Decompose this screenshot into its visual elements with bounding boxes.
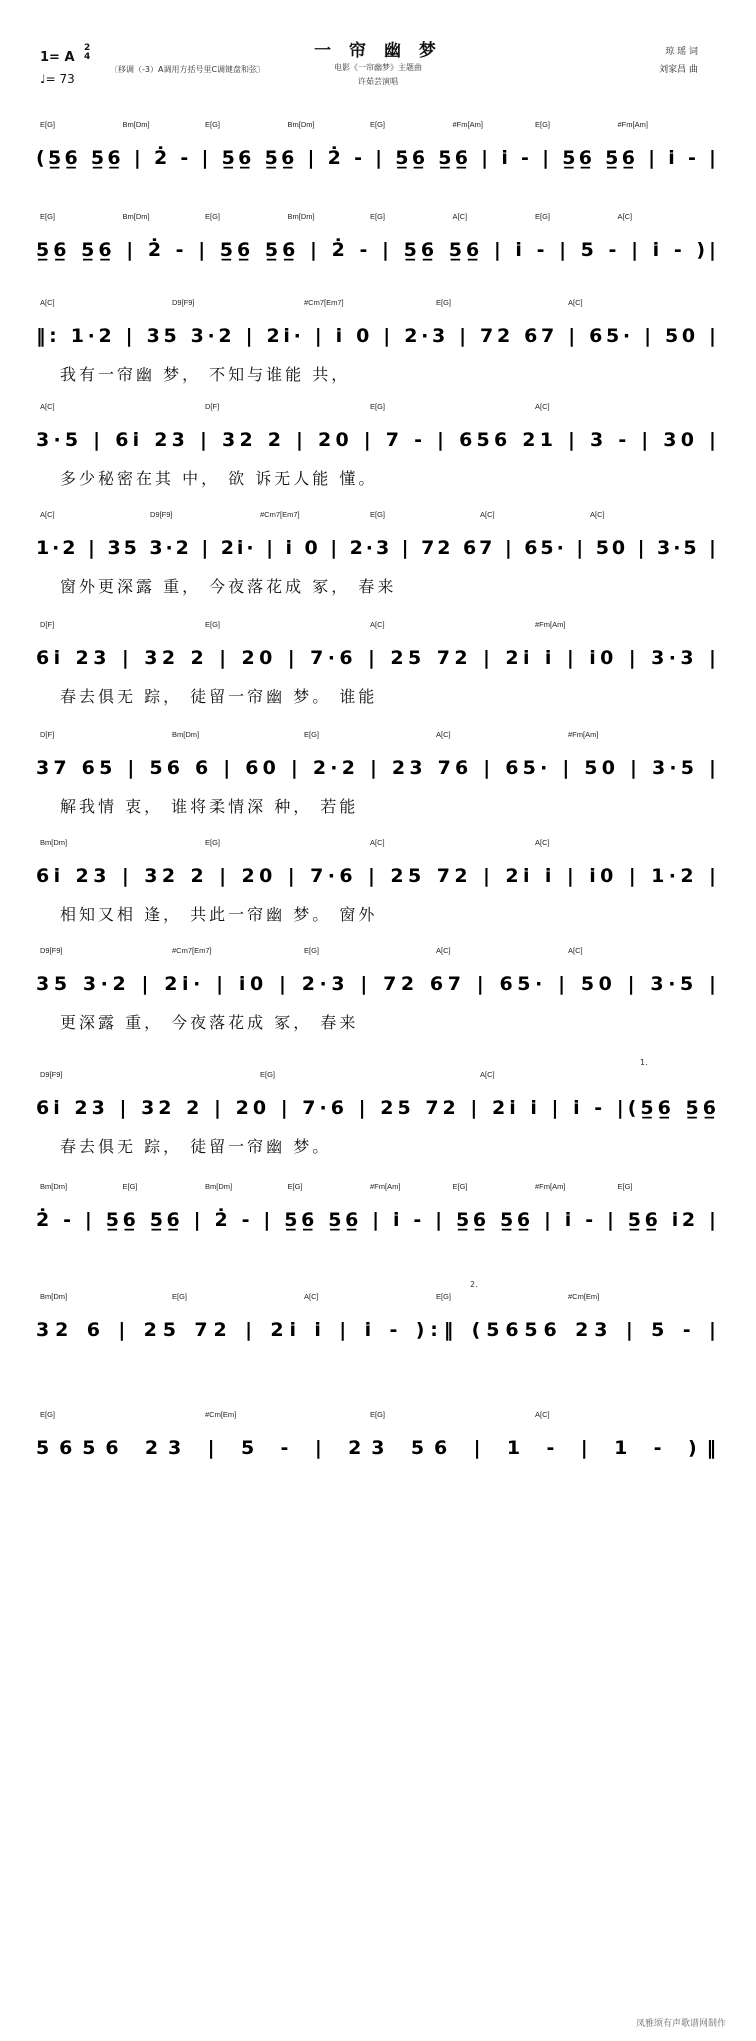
jianpu-notes: 37 65 | 56 6 | 60 | 2·2 | 23 76 | 65· | 50 | 3·5 |: [36, 757, 717, 779]
chord-symbol: E[G]: [205, 838, 221, 847]
notation-line: [36, 1202, 724, 1236]
jianpu-notes: 32 6 | 25 72 | 2i i | i - ):‖ (5656 23 | 5 - |: [36, 1319, 716, 1341]
chord-symbol: Bm[Dm]: [40, 838, 68, 847]
chord-symbol: Bm[Dm]: [287, 212, 315, 221]
chord-symbol: A[C]: [40, 298, 55, 307]
chord-row: [0, 212, 756, 226]
score-system: [0, 120, 756, 216]
jianpu-notes: 35 3·2 | 2i· | i0 | 2·3 | 72 67 | 65· | 50 | 3·5 |: [36, 973, 716, 995]
transpose-note: 〔移调（-3）A调用方括号里C调键盘和弦〕: [110, 65, 266, 74]
chord-symbol: A[C]: [617, 212, 633, 221]
time-bottom: 4: [84, 52, 91, 62]
chord-symbol: #Fm[Am]: [568, 730, 599, 739]
score-system: [0, 620, 756, 716]
score-system: [0, 402, 756, 498]
chord-symbol: A[C]: [452, 212, 468, 221]
chord-symbol: D9[F9]: [40, 1070, 63, 1079]
chord-symbol: #Fm[Am]: [617, 120, 648, 129]
score-system: [0, 1182, 756, 1278]
chord-symbol: #Fm[Am]: [452, 120, 483, 129]
jianpu-notes: 6i 23 | 32 2 | 20 | 7·6 | 25 72 | 2i i | i - |(5̲6̲ 5̲6̲: [36, 1097, 717, 1119]
chord-symbol: D[F]: [40, 730, 55, 739]
chord-symbol: Bm[Dm]: [172, 730, 200, 739]
score-system: [0, 1070, 756, 1166]
chord-symbol: E[G]: [535, 212, 551, 221]
notation-line: [36, 1312, 724, 1346]
score-system: [0, 946, 756, 1042]
notation-line: [36, 1090, 724, 1124]
volta-first: 1.: [640, 1058, 648, 1067]
chord-symbol: A[C]: [436, 946, 451, 955]
chord-row: [0, 510, 756, 524]
chord-symbol: E[G]: [260, 1070, 276, 1079]
chord-symbol: Bm[Dm]: [205, 1182, 233, 1191]
chord-symbol: #Cm[Em]: [205, 1410, 237, 1419]
chord-symbol: A[C]: [590, 510, 605, 519]
lyricist: 琼 瑶 词: [665, 47, 698, 57]
lyrics-line: 春去俱无 踪， 徒留一帘幽 梦。: [60, 1137, 332, 1156]
lyrics-line: 解我情 衷， 谁将柔情深 种， 若能: [60, 797, 359, 816]
chord-symbol: A[C]: [40, 402, 55, 411]
time-top: 2: [84, 43, 91, 53]
notation-line: [36, 422, 724, 456]
composer: 刘家昌 曲: [659, 65, 698, 75]
chord-symbol: A[C]: [370, 620, 385, 629]
jianpu-notes: 5̲6̲ 5̲6̲ | 2̇ - | 5̲6̲ 5̲6̲ | 2̇ - | 5̲6̲ 5̲6̲ | i - | 5 - | i - )|: [36, 239, 716, 261]
jianpu-notes: 6i 23 | 32 2 | 20 | 7·6 | 25 72 | 2i i | i0 | 3·3 |: [36, 647, 717, 669]
notation-line: [36, 858, 724, 892]
song-singer: 许茹芸演唱: [358, 77, 398, 86]
chord-symbol: A[C]: [480, 1070, 495, 1079]
chord-row: [0, 1292, 756, 1306]
chord-symbol: A[C]: [568, 298, 583, 307]
chord-symbol: A[C]: [370, 838, 385, 847]
chord-symbol: E[G]: [370, 120, 386, 129]
chord-symbol: D9[F9]: [150, 510, 173, 519]
time-signature: [84, 44, 90, 62]
chord-symbol: A[C]: [40, 510, 55, 519]
chord-symbol: E[G]: [370, 510, 386, 519]
chord-symbol: A[C]: [568, 946, 583, 955]
lyrics-line: 我有一帘幽 梦， 不知与谁能 共，: [60, 365, 351, 384]
notation-line: [36, 640, 724, 674]
chord-row: [0, 620, 756, 634]
chord-symbol: A[C]: [535, 838, 550, 847]
notation-line: [36, 1430, 724, 1464]
chord-symbol: A[C]: [535, 1410, 550, 1419]
chord-symbol: D9[F9]: [40, 946, 63, 955]
score-system: [0, 510, 756, 606]
chord-symbol: #Fm[Am]: [535, 620, 566, 629]
chord-symbol: #Cm7[Em7]: [260, 510, 300, 519]
chord-symbol: E[G]: [304, 730, 320, 739]
chord-symbol: E[G]: [40, 1410, 56, 1419]
chord-symbol: E[G]: [205, 620, 221, 629]
chord-symbol: D[F]: [205, 402, 220, 411]
lyrics-line: 春去俱无 踪， 徒留一帘幽 梦。 谁能: [60, 687, 378, 706]
chord-symbol: E[G]: [535, 120, 551, 129]
chord-symbol: E[G]: [452, 1182, 468, 1191]
chord-symbol: Bm[Dm]: [122, 120, 150, 129]
chord-symbol: A[C]: [480, 510, 495, 519]
chord-symbol: E[G]: [436, 1292, 452, 1301]
chord-symbol: #Fm[Am]: [535, 1182, 566, 1191]
volta-second: 2.: [470, 1280, 478, 1289]
jianpu-notes: 6i 23 | 32 2 | 20 | 7·6 | 25 72 | 2i i | i0 | 1·2 |: [36, 865, 717, 887]
song-title: 一 帘 幽 梦: [314, 41, 442, 61]
chord-row: [0, 946, 756, 960]
jianpu-notes: ‖: 1·2 | 35 3·2 | 2i· | i 0 | 2·3 | 72 67 | 65· | 50 |: [36, 325, 716, 347]
song-subtitle: 电影《一帘幽梦》主题曲: [334, 63, 422, 72]
notation-line: [36, 966, 724, 1000]
chord-symbol: E[G]: [40, 120, 56, 129]
chord-symbol: A[C]: [436, 730, 451, 739]
jianpu-notes: 1·2 | 35 3·2 | 2i· | i 0 | 2·3 | 72 67 | 65· | 50 | 3·5 |: [36, 537, 717, 559]
score-system: [0, 298, 756, 394]
chord-symbol: E[G]: [370, 1410, 386, 1419]
chord-symbol: E[G]: [205, 212, 221, 221]
lyrics-line: 更深露 重， 今夜落花成 冢， 春来: [60, 1013, 359, 1032]
key-signature: 1= A: [40, 50, 75, 65]
lyrics-line: 窗外更深露 重， 今夜落花成 冢， 春来: [60, 577, 397, 596]
chord-row: [0, 730, 756, 744]
notation-line: [36, 530, 724, 564]
notation-line: [36, 750, 724, 784]
notation-line: [36, 232, 724, 266]
chord-symbol: D[F]: [40, 620, 55, 629]
chord-row: [0, 1410, 756, 1424]
chord-row: [0, 1070, 756, 1084]
score-system: [0, 838, 756, 934]
lyrics-line: 相知又相 逢， 共此一帘幽 梦。 窗外: [60, 905, 378, 924]
jianpu-notes: 3·5 | 6i 23 | 32 2 | 20 | 7 - | 656 21 | 3 - | 30 |: [36, 429, 716, 451]
chord-symbol: Bm[Dm]: [287, 120, 315, 129]
chord-row: [0, 1182, 756, 1196]
chord-row: [0, 120, 756, 134]
tempo-mark: ♩= 73: [40, 72, 75, 86]
chord-symbol: Bm[Dm]: [40, 1182, 68, 1191]
chord-symbol: #Cm7[Em7]: [304, 298, 344, 307]
chord-symbol: E[G]: [304, 946, 320, 955]
footer-credit: 凤雅颂有声歌谱网制作: [635, 2019, 726, 2029]
score-system: [0, 1410, 756, 1506]
notation-line: [36, 140, 724, 174]
chord-symbol: E[G]: [370, 212, 386, 221]
jianpu-notes: 5656 23 | 5 - | 23 56 | 1 - | 1 - )‖: [36, 1437, 716, 1459]
chord-symbol: E[G]: [122, 1182, 138, 1191]
jianpu-notes: 2̇ - | 5̲6̲ 5̲6̲ | 2̇ - | 5̲6̲ 5̲6̲ | i - | 5̲6̲ 5̲6̲ | i - | 5̲6̲ i2 |: [36, 1209, 717, 1231]
lyrics-line: 多少秘密在其 中， 欲 诉无人能 懂。: [60, 469, 378, 488]
chord-row: [0, 298, 756, 312]
jianpu-notes: (5̲6̲ 5̲6̲ | 2̇ - | 5̲6̲ 5̲6̲ | 2̇ - | 5̲6̲ 5̲6̲ | i - | 5̲6̲ 5̲6̲ | i - |: [36, 147, 716, 169]
chord-symbol: Bm[Dm]: [40, 1292, 68, 1301]
chord-symbol: E[G]: [287, 1182, 303, 1191]
score-system: [0, 1292, 756, 1388]
chord-symbol: Bm[Dm]: [122, 212, 150, 221]
notation-line: [36, 318, 724, 352]
chord-symbol: E[G]: [40, 212, 56, 221]
chord-symbol: #Cm[Em]: [568, 1292, 600, 1301]
chord-symbol: E[G]: [172, 1292, 188, 1301]
chord-symbol: #Fm[Am]: [370, 1182, 401, 1191]
chord-symbol: #Cm7[Em7]: [172, 946, 212, 955]
chord-symbol: A[C]: [304, 1292, 319, 1301]
chord-symbol: A[C]: [535, 402, 550, 411]
score-system: [0, 212, 756, 308]
score-system: [0, 730, 756, 826]
chord-symbol: E[G]: [436, 298, 452, 307]
chord-row: [0, 838, 756, 852]
chord-symbol: E[G]: [205, 120, 221, 129]
chord-symbol: D9[F9]: [172, 298, 195, 307]
chord-row: [0, 402, 756, 416]
chord-symbol: E[G]: [370, 402, 386, 411]
chord-symbol: E[G]: [617, 1182, 633, 1191]
